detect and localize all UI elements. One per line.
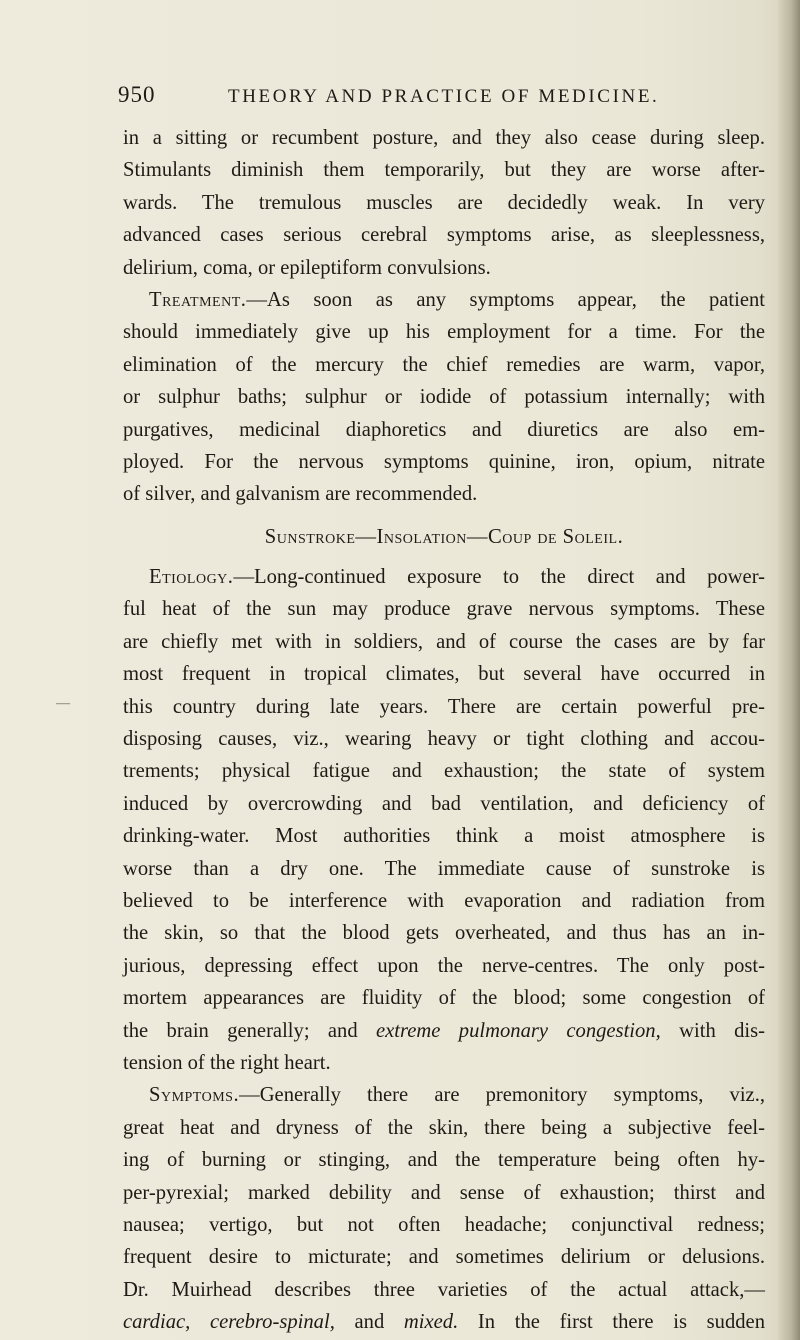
text-line: believed to be interference with evaporation and radiation from [123,889,765,912]
final-rest: In the first there is sudden [458,1311,765,1334]
text-line: of silver, and galvanism are recommended. [123,483,478,506]
text-line: nausea; vertigo, but not often headache; conjunctival redness; [123,1213,765,1236]
text-line: induced by overcrowding and bad ventilation, and deficiency of [123,792,765,815]
text-line: ful heat of the sun may produce grave nervous symptoms. These [123,598,765,621]
body-text [123,122,765,1338]
text-line: or sulphur baths; sulphur or iodide of potassium internally; with [123,386,765,409]
em-cardiac: cardiac, [123,1311,191,1334]
treatment-line1-rest: —As soon as any symptoms appear, the patient [246,288,765,311]
em-post: with dis- [660,1019,765,1042]
text-line: this country during late years. There are certain powerful pre- [123,695,765,718]
etiology-label: Etiology. [149,566,234,589]
running-header [118,82,768,116]
em-pre: the brain generally; and [123,1019,377,1042]
text-line: delirium, coma, or epileptiform convulsions. [123,256,491,279]
text-line: drinking-water. Most authorities think a moist atmosphere is [123,825,765,848]
text-line: tension of the right heart. [123,1051,331,1074]
text-line: advanced cases serious cerebral symptoms arise, as sleeplessness, [123,224,765,247]
margin-mark: — [56,696,70,711]
text-line: wards. The tremulous muscles are decidedly weak. In very [123,191,765,214]
text-line: worse than a dry one. The immediate cause of sunstroke is [123,857,765,880]
page-edge-shadow [778,0,800,1340]
text-line: per-pyrexial; marked debility and sense of exhaustion; thirst and [123,1181,765,1204]
text-line: trements; physical fatigue and exhaustion; the state of system [123,760,765,783]
em-cerebro-spinal: cerebro-spinal, [209,1311,335,1334]
text-line: should immediately give up his employment for a time. For the [123,321,765,344]
text-line: purgatives, medicinal diaphoretics and diuretics are also em- [123,418,765,441]
page-number: 950 [118,82,156,107]
running-title: THEORY AND PRACTICE OF MEDICINE. [228,86,660,107]
text-line: jurious, depressing effect upon the nerve-centres. The only post- [123,954,765,977]
symptoms-line1-rest: —Generally there are premonitory symptoms, viz., [239,1084,765,1107]
symptoms-first-line [123,1079,765,1111]
text-line: ing of burning or stinging, and the temperature being often hy- [123,1149,765,1172]
treatment-first-line [123,284,765,316]
text-line: ployed. For the nervous symptoms quinine, iron, opium, nitrate [123,450,765,473]
section-heading: Sunstroke—Insolation—Coup de Soleil. [264,525,624,548]
em-italic: extreme pulmonary congestion, [376,1019,661,1042]
etiology-first-line [123,561,765,593]
text-line: disposing causes, viz., wearing heavy or tight clothing and accou- [123,728,765,751]
text-line: most frequent in tropical climates, but several have occurred in [123,663,765,686]
text-line: frequent desire to micturate; and sometimes delirium or delusions. [123,1246,765,1269]
italic-line [123,1015,765,1047]
treatment-label: Treatment. [149,288,247,311]
symptoms-label: Symptoms. [149,1084,240,1107]
text-line: the skin, so that the blood gets overheated, and thus has an in- [123,922,765,945]
final-and: and [334,1311,404,1334]
text-line: Stimulants diminish them temporarily, but they are worse after- [123,159,765,182]
em-mixed: mixed. [403,1311,459,1334]
text-line: elimination of the mercury the chief remedies are warm, vapor, [123,353,765,376]
final-line [123,1306,765,1338]
text-line: in a sitting or recumbent posture, and they also cease during sleep. [123,127,765,149]
text-line: great heat and dryness of the skin, there being a subjective feel- [123,1116,765,1139]
text-line: are chiefly met with in soldiers, and of course the cases are by far [123,630,765,653]
text-line: mortem appearances are fluidity of the blood; some congestion of [123,987,765,1010]
etiology-line1-rest: —Long-continued exposure to the direct and power- [233,566,765,589]
text-line: Dr. Muirhead describes three varieties of the actual attack,— [123,1278,765,1301]
